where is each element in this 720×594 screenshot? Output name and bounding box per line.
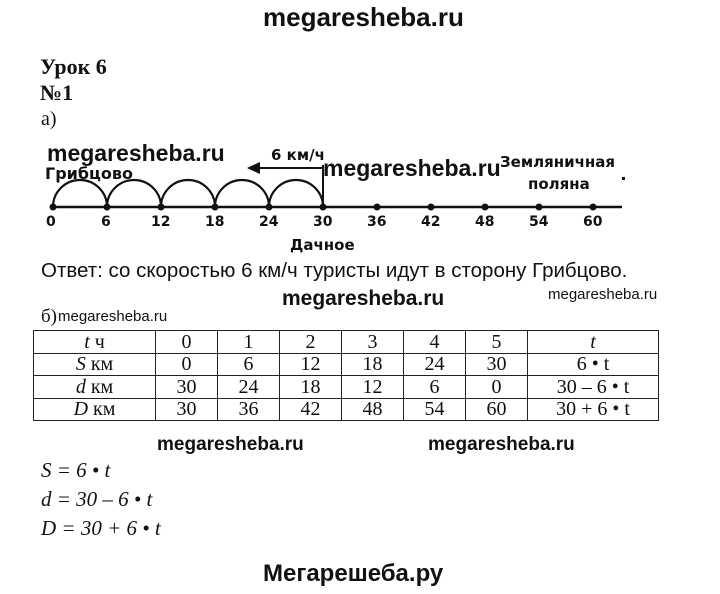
tick-label: 54 — [529, 214, 549, 230]
answer-text: Ответ: со скоростью 6 км/ч туристы идут в сторону Грибцово. — [41, 259, 628, 282]
jump-arc — [269, 180, 323, 207]
table-cell: 48 — [342, 398, 404, 421]
formula-d-big: D = 30 + 6 • t — [41, 516, 161, 540]
table-cell: 12 — [280, 353, 342, 376]
table-row — [34, 353, 659, 376]
watermark-line-left: megaresheba.ru — [47, 140, 225, 166]
table-cell: d км — [34, 376, 156, 399]
table-cell: 4 — [404, 331, 466, 354]
watermark-below-right: megaresheba.ru — [428, 434, 575, 455]
watermark-mid: megaresheba.ru — [282, 287, 445, 310]
tick-label: 60 — [583, 214, 603, 230]
table-row — [34, 331, 659, 354]
table-cell: 5 — [466, 331, 528, 354]
place-zemlyanichnaya: Земляничная — [500, 153, 615, 171]
table-cell: 24 — [404, 353, 466, 376]
table-cell: t ч — [34, 331, 156, 354]
tick-label: 0 — [46, 214, 56, 230]
speed-label: 6 км/ч — [271, 146, 325, 164]
watermark-line-mid: megaresheba.ru — [323, 155, 501, 181]
table-cell: 18 — [280, 376, 342, 399]
table-cell: 6 • t — [528, 353, 659, 376]
table-row — [34, 398, 659, 421]
point-dot — [536, 204, 543, 211]
table-cell: 30 — [156, 376, 218, 399]
formula-d-small: d = 30 – 6 • t — [41, 487, 153, 511]
table-row — [34, 376, 659, 399]
table-cell: 30 – 6 • t — [528, 376, 659, 399]
table-cell: 60 — [466, 398, 528, 421]
tick-label: 36 — [367, 214, 387, 230]
watermark-right-small: megaresheba.ru — [548, 286, 658, 303]
table-cell: 30 — [466, 353, 528, 376]
tick-label: 42 — [421, 214, 441, 230]
table-cell: S км — [34, 353, 156, 376]
table-cell: 12 — [342, 376, 404, 399]
jump-arc — [53, 180, 107, 207]
point-dot — [590, 204, 597, 211]
stray-mark — [622, 177, 625, 180]
table-cell: 18 — [342, 353, 404, 376]
jump-arc — [215, 180, 269, 207]
watermark-bottom: Мегарешеба.ру — [263, 560, 444, 587]
table-cell: 54 — [404, 398, 466, 421]
table-cell: D км — [34, 398, 156, 421]
jump-arc — [161, 180, 215, 207]
tick-label: 12 — [151, 214, 171, 230]
table-cell: 30 — [156, 398, 218, 421]
table-cell: 24 — [218, 376, 280, 399]
tick-label: 30 — [313, 214, 333, 230]
point-dot — [50, 204, 57, 211]
tick-label: 6 — [101, 214, 111, 230]
table-cell: 1 — [218, 331, 280, 354]
place-dachnoe: Дачное — [290, 236, 355, 254]
point-dot — [374, 204, 381, 211]
table-cell: 0 — [156, 353, 218, 376]
place-polyana: поляна — [528, 175, 590, 193]
point-dot — [266, 204, 273, 211]
table-cell: 36 — [218, 398, 280, 421]
formula-s: S = 6 • t — [41, 458, 111, 482]
point-dot — [482, 204, 489, 211]
table-cell: 6 — [404, 376, 466, 399]
watermark-below-left: megaresheba.ru — [157, 434, 304, 455]
tick-label: 24 — [259, 214, 279, 230]
table-cell: 3 — [342, 331, 404, 354]
part-b-label: б) — [41, 306, 57, 327]
part-a-label: а) — [41, 108, 57, 130]
lesson-title: Урок 6 — [40, 54, 107, 79]
watermark-table-label: megaresheba.ru — [58, 308, 168, 325]
watermark-top: megaresheba.ru — [263, 2, 464, 32]
exercise-number: №1 — [40, 80, 74, 105]
table-cell: 2 — [280, 331, 342, 354]
point-dot — [158, 204, 165, 211]
place-gribtsovo: Грибцово — [45, 164, 133, 183]
values-table — [33, 330, 659, 421]
table-cell: 30 + 6 • t — [528, 398, 659, 421]
point-dot — [428, 204, 435, 211]
speed-arrow-head — [247, 162, 260, 174]
tick-label: 18 — [205, 214, 225, 230]
tick-label: 48 — [475, 214, 495, 230]
table-cell: 6 — [218, 353, 280, 376]
point-dot — [104, 204, 111, 211]
table-cell: 0 — [156, 331, 218, 354]
jump-arc — [107, 180, 161, 207]
table-cell: 42 — [280, 398, 342, 421]
table-cell: 0 — [466, 376, 528, 399]
point-dot — [212, 204, 219, 211]
table-cell: t — [528, 331, 659, 354]
